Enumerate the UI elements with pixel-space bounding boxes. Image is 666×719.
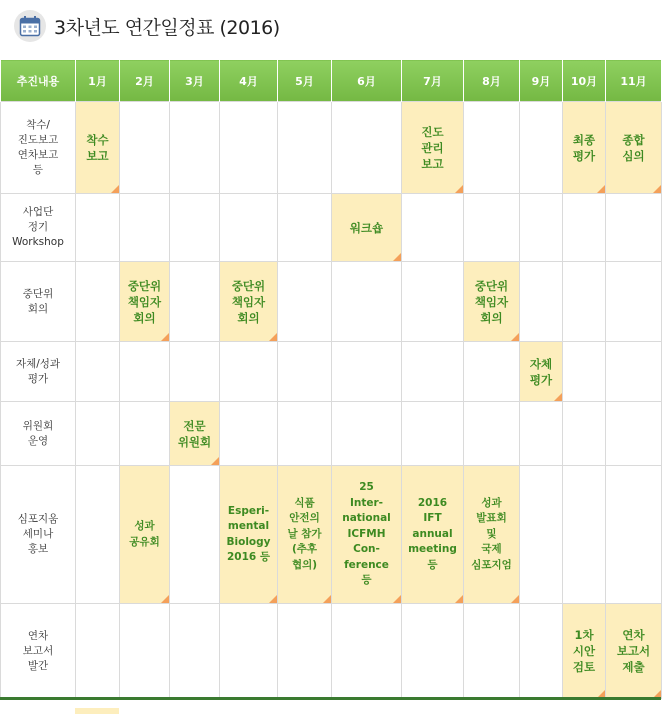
event-cell: 워크숍: [332, 194, 402, 262]
empty-cell: [606, 342, 662, 402]
empty-cell: [278, 604, 332, 699]
empty-cell: [332, 102, 402, 194]
empty-cell: [332, 402, 402, 466]
event-cell: 성과 공유회: [120, 466, 170, 604]
header-month: 11月: [606, 60, 662, 102]
header-month: 9月: [520, 60, 563, 102]
empty-cell: [520, 466, 563, 604]
header-month: 4月: [220, 60, 278, 102]
schedule-row: [1, 262, 662, 342]
empty-cell: [278, 402, 332, 466]
event-cell: 최종 평가: [563, 102, 606, 194]
schedule-row: [1, 402, 662, 466]
event-cell: 식품 안전의 날 참가 (추후 협의): [278, 466, 332, 604]
event-cell: 중단위 책임자 회의: [220, 262, 278, 342]
header-month: 5月: [278, 60, 332, 102]
empty-cell: [520, 402, 563, 466]
empty-cell: [464, 102, 520, 194]
empty-cell: [402, 262, 464, 342]
empty-cell: [332, 342, 402, 402]
empty-cell: [278, 102, 332, 194]
page-title: 3차년도 연간일정표 (2016): [54, 16, 280, 39]
empty-cell: [520, 194, 563, 262]
event-cell: 자체 평가: [520, 342, 563, 402]
empty-cell: [402, 194, 464, 262]
empty-cell: [170, 194, 220, 262]
empty-cell: [76, 604, 120, 699]
empty-cell: [170, 604, 220, 699]
event-cell: 중단위 책임자 회의: [464, 262, 520, 342]
empty-cell: [76, 194, 120, 262]
row-label: 착수/ 진도보고 연차보고 등: [1, 102, 76, 194]
row-label: 사업단 정기 Workshop: [1, 194, 76, 262]
header-row: [1, 60, 662, 102]
empty-cell: [563, 262, 606, 342]
empty-cell: [76, 402, 120, 466]
event-cell: 진도 관리 보고: [402, 102, 464, 194]
empty-cell: [563, 466, 606, 604]
event-cell: 2016 IFT annual meeting 등: [402, 466, 464, 604]
schedule-body: [1, 102, 662, 699]
schedule-table: [0, 59, 662, 699]
event-cell: 착수 보고: [76, 102, 120, 194]
empty-cell: [278, 342, 332, 402]
empty-cell: [170, 342, 220, 402]
empty-cell: [563, 402, 606, 466]
event-cell: 연차 보고서 제출: [606, 604, 662, 699]
header-month: 6月: [332, 60, 402, 102]
empty-cell: [563, 194, 606, 262]
schedule-row: [1, 194, 662, 262]
event-cell: 1차 시안 검토: [563, 604, 606, 699]
header-month: 3月: [170, 60, 220, 102]
empty-cell: [76, 466, 120, 604]
empty-cell: [464, 604, 520, 699]
event-cell: 성과 발표회 및 국제 심포지엄: [464, 466, 520, 604]
schedule-row: [1, 604, 662, 699]
event-cell: 전문 위원회: [170, 402, 220, 466]
empty-cell: [220, 342, 278, 402]
empty-cell: [606, 194, 662, 262]
empty-cell: [332, 262, 402, 342]
row-label: 연차 보고서 발간: [1, 604, 76, 699]
empty-cell: [402, 342, 464, 402]
empty-cell: [464, 342, 520, 402]
empty-cell: [332, 604, 402, 699]
header-month: 1月: [76, 60, 120, 102]
empty-cell: [170, 262, 220, 342]
schedule-row: [1, 102, 662, 194]
header-month: 10月: [563, 60, 606, 102]
event-cell: Esperi- mental Biology 2016 등: [220, 466, 278, 604]
empty-cell: [464, 194, 520, 262]
empty-cell: [402, 402, 464, 466]
schedule-row: [1, 466, 662, 604]
empty-cell: [520, 604, 563, 699]
page-title-bar: [14, 6, 280, 46]
empty-cell: [76, 342, 120, 402]
empty-cell: [464, 402, 520, 466]
empty-cell: [278, 194, 332, 262]
empty-cell: [220, 194, 278, 262]
empty-cell: [170, 466, 220, 604]
empty-cell: [606, 402, 662, 466]
empty-cell: [76, 262, 120, 342]
empty-cell: [120, 194, 170, 262]
header-month: 7月: [402, 60, 464, 102]
header-month: 2月: [120, 60, 170, 102]
schedule-row: [1, 342, 662, 402]
event-cell: 중단위 책임자 회의: [120, 262, 170, 342]
calendar-icon: [14, 10, 46, 42]
empty-cell: [606, 262, 662, 342]
row-label: 위원회 운영: [1, 402, 76, 466]
header-month: 8月: [464, 60, 520, 102]
row-label: 자체/성과 평가: [1, 342, 76, 402]
legend-swatch: [75, 708, 119, 714]
empty-cell: [120, 102, 170, 194]
event-cell: 25 Inter- national ICFMH Con- ference 등: [332, 466, 402, 604]
bottom-divider: [0, 697, 661, 700]
row-label: 심포지움 세미나 홍보: [1, 466, 76, 604]
header-category: 추진내용: [1, 60, 76, 102]
empty-cell: [278, 262, 332, 342]
empty-cell: [170, 102, 220, 194]
empty-cell: [220, 604, 278, 699]
empty-cell: [220, 102, 278, 194]
empty-cell: [120, 604, 170, 699]
empty-cell: [120, 402, 170, 466]
empty-cell: [563, 342, 606, 402]
empty-cell: [520, 102, 563, 194]
empty-cell: [402, 604, 464, 699]
empty-cell: [520, 262, 563, 342]
empty-cell: [606, 466, 662, 604]
event-cell: 종합 심의: [606, 102, 662, 194]
row-label: 중단위 회의: [1, 262, 76, 342]
empty-cell: [220, 402, 278, 466]
empty-cell: [120, 342, 170, 402]
